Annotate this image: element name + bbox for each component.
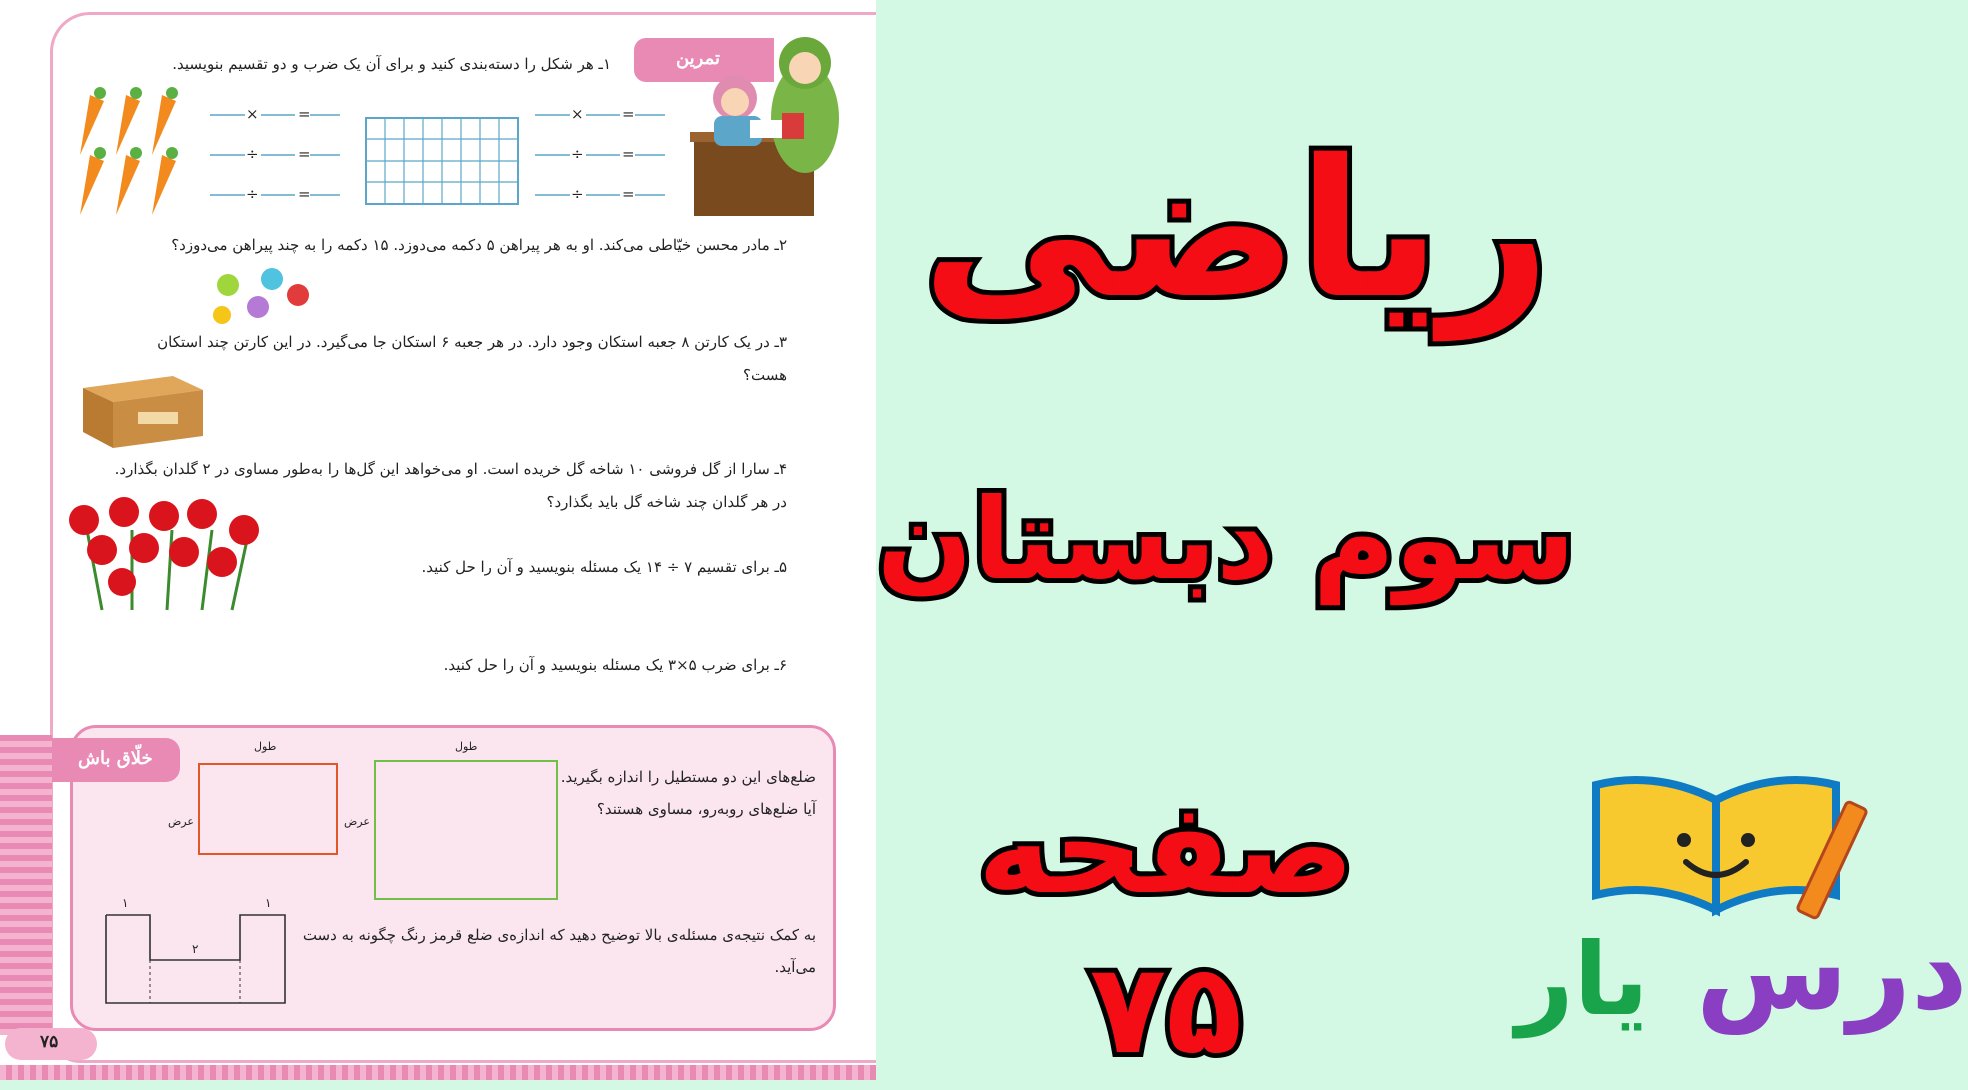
flowers-image xyxy=(62,490,272,620)
times-sign-1: × xyxy=(246,105,259,123)
question-4-line-1: ۴ـ سارا از گل فروشی ۱۰ شاخه گل خریده است. او می‌خواهد این گل‌ها را به‌طور مساوی در ۲ گلدان بگذارد. xyxy=(114,460,787,478)
creative-text-line-3: به کمک نتیجه‌ی مسئله‌ی بالا توضیح دهید که اندازه‌ی ضلع قرمز رنگ چگونه به دست xyxy=(302,926,816,944)
bottom-stripes xyxy=(0,1065,876,1080)
page-title: صفحه ۷۵ xyxy=(977,777,1355,1082)
grid-image xyxy=(365,117,519,205)
question-1: ۱ـ هر شکل را دسته‌بندی کنید و برای آن یک ضرب و دو تقسیم بنویسید. xyxy=(172,55,611,73)
div-sign-3: ÷ xyxy=(571,145,584,163)
page-number: ۷۵ xyxy=(40,1032,59,1052)
exercise-tab-label: تمرین xyxy=(675,48,720,69)
equals-sign-1: = xyxy=(298,105,311,123)
u-shape-label-1a: ۱ xyxy=(122,896,129,910)
equation-blanks-right xyxy=(530,105,670,205)
equals-sign-2: = xyxy=(298,145,311,163)
u-shape-label-1b: ۱ xyxy=(265,896,272,910)
question-2: ۲ـ مادر محسن خیّاطی می‌کند. او به هر پیراهن ۵ دکمه می‌دوزد. ۱۵ دکمه را به چند پیراهن می‌دوزد؟ xyxy=(171,236,787,254)
u-shape-label-2: ۲ xyxy=(192,942,199,956)
equals-sign-3: = xyxy=(298,185,311,203)
decorative-stripes xyxy=(0,735,52,1035)
small-rect-width-label: عرض xyxy=(168,815,194,828)
div-sign-4: ÷ xyxy=(571,185,584,203)
large-rect-length-label: طول xyxy=(455,740,478,753)
creative-tab-label: خلّاق باش xyxy=(78,748,153,769)
question-6: ۶ـ برای ضرب ۵×۳ یک مسئله بنویسید و آن را حل کنید. xyxy=(443,656,787,674)
question-3-line-2: هست؟ xyxy=(743,366,787,384)
equals-sign-4: = xyxy=(622,105,635,123)
students-illustration xyxy=(690,28,850,218)
buttons-image xyxy=(210,265,320,325)
equation-blanks-left xyxy=(205,105,345,205)
creative-text-line-1: ضلع‌های این دو مستطیل را اندازه بگیرید. xyxy=(560,768,816,786)
grade-title: سوم دبستان xyxy=(876,475,1576,605)
subject-title: ریاضی xyxy=(922,119,1550,340)
carton-image xyxy=(78,360,208,450)
title-panel xyxy=(876,0,1968,1082)
rectangle-small xyxy=(198,763,338,855)
logo-text-dars: درس xyxy=(1696,906,1968,1034)
rectangle-large xyxy=(374,760,558,900)
times-sign-2: × xyxy=(571,105,584,123)
question-4-line-2: در هر گلدان چند شاخه گل باید بگذارد؟ xyxy=(546,493,787,511)
div-sign-1: ÷ xyxy=(246,145,259,163)
carrots-image xyxy=(70,85,200,225)
logo-text-yar: یار xyxy=(1516,921,1649,1038)
u-shape-figure xyxy=(100,905,300,1005)
large-rect-width-label: عرض xyxy=(344,815,370,828)
small-rect-length-label: طول xyxy=(254,740,277,753)
textbook-page xyxy=(0,0,876,1080)
question-5: ۵ـ برای تقسیم ۷ ÷ ۱۴ یک مسئله بنویسید و آن را حل کنید. xyxy=(421,558,787,576)
div-sign-2: ÷ xyxy=(246,185,259,203)
question-3-line-1: ۳ـ در یک کارتن ۸ جعبه استکان وجود دارد. در هر جعبه ۶ استکان جا می‌گیرد. در این کارتن چند استکان xyxy=(157,333,787,351)
creative-text-line-2: آیا ضلع‌های روبه‌رو، مساوی هستند؟ xyxy=(596,800,816,818)
creative-text-line-4: می‌آید. xyxy=(774,958,816,976)
equals-sign-5: = xyxy=(622,145,635,163)
equals-sign-6: = xyxy=(622,185,635,203)
